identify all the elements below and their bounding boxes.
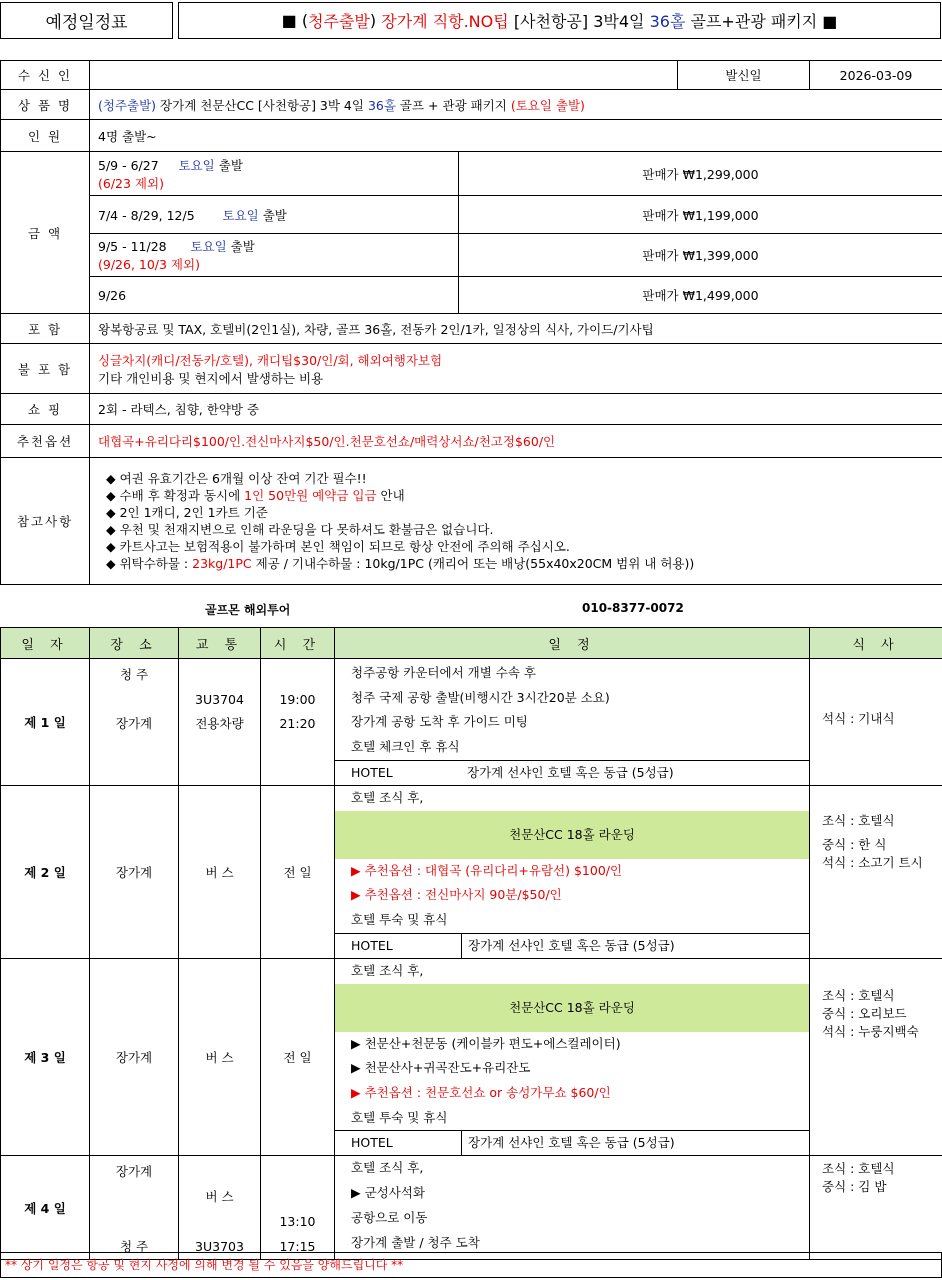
- price-value: 판매가 ₩1,299,000: [459, 152, 942, 196]
- hotel-row: HOTEL 장가계 선샤인 호텔 혹은 동급 (5성급): [335, 1130, 809, 1155]
- col-header-itinerary: 일 정: [335, 628, 810, 659]
- day-itinerary: 청주공항 카운터에서 개별 수속 후 청주 국제 공항 출발(비행시간 3시간20분 소요) 장가계 공항 도착 후 가이드 미팅 호텔 체크인 후 휴식 HOTEL 장가계 선샤인 호텔 혹은 동급 (5성급): [335, 659, 810, 786]
- price-row: [1, 152, 942, 196]
- day-time: 전 일: [261, 959, 335, 1156]
- day-time: 13:10 17:15: [261, 1156, 335, 1260]
- day-place: 장가계: [90, 959, 179, 1156]
- product-row: [1, 90, 942, 120]
- notes-row: [1, 458, 942, 585]
- day-time: 전 일: [261, 786, 335, 959]
- exclude-row: [1, 344, 942, 394]
- day-meal: 조식 : 호텔식 중식 : 김 밥: [810, 1156, 942, 1260]
- footer-notice: ** 상기 일정은 항공 및 현지 사정에 의해 변경 될 수 있음을 양해드립니다 **: [0, 1252, 942, 1278]
- option-value: 대협곡+유리다리$100/인.전신마사지$50/인.천문호선쇼/매력상서쇼/천고정$60/인: [90, 425, 942, 458]
- note-item: ◆ 카트사고는 보험적용이 불가하며 본인 책임이 되므로 항상 안전에 주의해 주십시오.: [106, 539, 570, 554]
- price-value: 판매가 ₩1,199,000: [459, 196, 942, 234]
- price-period: 7/4 - 8/29, 12/5 토요일 출발: [90, 196, 459, 234]
- option-label: 추천옵션: [1, 425, 90, 458]
- day-meal: 조식 : 호텔식 중식 : 한 식 석식 : 소고기 트시: [810, 786, 942, 959]
- day-itinerary: 호텔 조식 후, 천문산CC 18홀 라운딩 ▶ 추천옵션 : 대협곡 (유리다리+유람선) $100/인 ▶ 추천옵션 : 전신마사지 90분/$50/인 호텔 투숙 및 휴식 HOTEL 장가계 선샤인 호텔 혹은 동급 (5성급): [335, 786, 810, 959]
- phone-number: 010-8377-0072: [582, 601, 684, 615]
- day-place: 장가계 청 주: [90, 1156, 179, 1260]
- people-row: [1, 120, 942, 152]
- day-label: 제 3 일: [1, 959, 90, 1156]
- recipient-value: [90, 61, 678, 90]
- notes-list: [90, 458, 942, 585]
- schedule-label: 예정일정표: [0, 2, 173, 39]
- day-meal: 조식 : 호텔식 중식 : 오리보드 석식 : 누룽지백숙: [810, 959, 942, 1156]
- col-header-transport: 교 통: [179, 628, 261, 659]
- day-label: 제 2 일: [1, 786, 90, 959]
- people-value: 4명 출발~: [90, 120, 942, 152]
- people-label: 인 원: [1, 120, 90, 152]
- day-transport: 버 스: [179, 786, 261, 959]
- schedule-table: [0, 627, 942, 1260]
- shopping-label: 쇼 핑: [1, 394, 90, 425]
- include-value: 왕복항공료 및 TAX, 호텔비(2인1실), 차량, 골프 36홀, 전동카 2인/1카, 일정상의 식사, 가이드/기사팁: [90, 314, 942, 344]
- hotel-row: HOTEL 장가계 선샤인 호텔 혹은 동급 (5성급): [335, 933, 809, 958]
- day-itinerary: 호텔 조식 후, ▶ 군성사석화 공항으로 이동 장가계 출발 / 청주 도착: [335, 1156, 810, 1260]
- col-header-meal: 식 사: [810, 628, 942, 659]
- shopping-value: 2회 - 라텍스, 침향, 한약방 중: [90, 394, 942, 425]
- day-2-row: [1, 786, 942, 959]
- day-label: 제 4 일: [1, 1156, 90, 1260]
- sent-date: 2026-03-09: [810, 61, 942, 90]
- note-item: ◆ 여권 유효기간은 6개월 이상 잔여 기간 필수!!: [106, 471, 367, 486]
- note-item: ◆ 우천 및 천재지변으로 인해 라운딩을 다 못하셔도 환불금은 없습니다.: [106, 522, 494, 537]
- note-item: ◆ 수배 후 확정과 동시에 1인 50만원 예약금 입금 안내: [106, 488, 405, 503]
- title-bar: [0, 0, 942, 42]
- day-1-row: [1, 659, 942, 786]
- exclude-value: 싱글차지(캐디/전동카/호텔), 캐디팁$30/인/회, 해외여행자보험 기타 개인비용 및 현지에서 발생하는 비용: [90, 344, 942, 394]
- golf-round-banner: 천문산CC 18홀 라운딩: [335, 811, 809, 859]
- note-item: ◆ 2인 1캐디, 2인 1카트 기준: [106, 505, 268, 520]
- company-name: 골프몬 해외투어: [205, 603, 291, 617]
- price-row: [1, 234, 942, 277]
- day-place: 장가계: [90, 786, 179, 959]
- include-row: [1, 314, 942, 344]
- col-header-day: 일 자: [1, 628, 90, 659]
- col-header-place: 장 소: [90, 628, 179, 659]
- note-item: ◆ 위탁수하물 : 23kg/1PC 제공 / 기내수하물 : 10kg/1PC (캐리어 또는 배낭(55x40x20CM 범위 내 허용)): [106, 556, 695, 571]
- day-transport: 3U3704 전용차량: [179, 659, 261, 786]
- day-itinerary: 호텔 조식 후, 천문산CC 18홀 라운딩 ▶ 천문산+천문동 (케이블카 편도+에스컬레이터) ▶ 천문산사+귀곡잔도+유리잔도 ▶ 추천옵션 : 천문호선쇼 or 송성가무쇼 $60/인 호텔 투숙 및 휴식 HOTEL 장가계 선샤인 호텔 혹은 동급 (5성급): [335, 959, 810, 1156]
- schedule-header-row: [1, 628, 942, 659]
- golf-round-banner: 천문산CC 18홀 라운딩: [335, 984, 809, 1032]
- price-label: 금 액: [1, 152, 90, 314]
- sent-label: 발신일: [678, 61, 810, 90]
- product-value: (청주출발) 장가계 천문산CC [사천항공] 3박 4일 36홀 골프 + 관광 패키지 (토요일 출발): [90, 90, 942, 120]
- recipient-label: 수 신 인: [1, 61, 90, 90]
- exclude-label: 불 포 함: [1, 344, 90, 394]
- day-meal: 석식 : 기내식: [810, 659, 942, 786]
- price-value: 판매가 ₩1,399,000: [459, 234, 942, 277]
- price-period: 9/26: [90, 277, 459, 314]
- day-place: 청 주 장가계: [90, 659, 179, 786]
- price-value: 판매가 ₩1,499,000: [459, 277, 942, 314]
- info-table: [0, 60, 942, 585]
- product-label: 상 품 명: [1, 90, 90, 120]
- contact-line: [0, 601, 942, 621]
- option-row: [1, 425, 942, 458]
- shopping-row: [1, 394, 942, 425]
- recipient-row: [1, 61, 942, 90]
- day-4-row: [1, 1156, 942, 1260]
- price-row: [1, 277, 942, 314]
- price-row: [1, 196, 942, 234]
- col-header-time: 시 간: [261, 628, 335, 659]
- day-time: 19:00 21:20: [261, 659, 335, 786]
- day-label: 제 1 일: [1, 659, 90, 786]
- day-transport: 버 스: [179, 959, 261, 1156]
- price-period: 5/9 - 6/27 토요일 출발 (6/23 제외): [90, 152, 459, 196]
- day-transport: 버 스 3U3703: [179, 1156, 261, 1260]
- price-period: 9/5 - 11/28 토요일 출발 (9/26, 10/3 제외): [90, 234, 459, 277]
- package-title: ■ ( 청주출발 ) 장가계 직항.NO팁 [사천항공] 3박4일 36홀 골프+관광 패키지 ■: [178, 2, 941, 39]
- hotel-row: HOTEL 장가계 선샤인 호텔 혹은 동급 (5성급): [335, 760, 809, 785]
- include-label: 포 함: [1, 314, 90, 344]
- notes-label: 참고사항: [1, 458, 90, 585]
- day-3-row: [1, 959, 942, 1156]
